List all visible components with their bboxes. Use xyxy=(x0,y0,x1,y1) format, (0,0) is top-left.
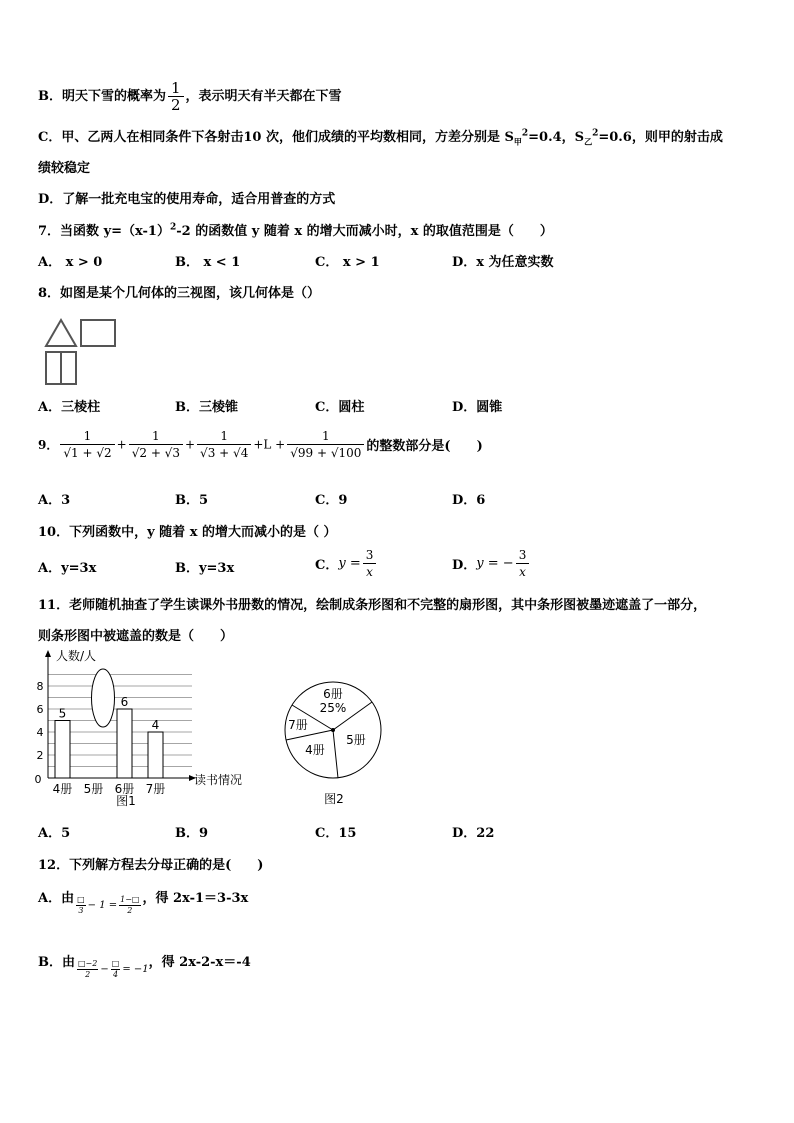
front-view-triangle xyxy=(46,320,76,346)
y-tick-label: 6 xyxy=(36,703,44,716)
y-tick-labels xyxy=(37,680,44,762)
bar-4册 xyxy=(55,721,70,779)
q7-option-b: B． x < 1 xyxy=(175,255,241,270)
q12-option-b xyxy=(38,951,251,980)
q9-stem-tail: 的整数部分是( ) xyxy=(366,439,483,454)
q10-option-c-label: C． xyxy=(315,558,339,573)
x-tick-label: 5册 xyxy=(83,782,104,796)
fraction-denominator: √1 + √2 xyxy=(63,446,112,460)
y-tick-label: 8 xyxy=(36,680,44,693)
q6-option-c-line2: 绩较稳定 xyxy=(38,161,91,176)
q8-option-a: A．三棱柱 xyxy=(38,400,101,415)
q7-option-d: D．x 为任意实数 xyxy=(452,255,554,270)
q12-a-fraction-1 xyxy=(76,895,86,916)
q7-option-a: A． x > 0 xyxy=(38,255,103,270)
fraction-numerator: 1 xyxy=(197,428,251,445)
y-axis-label: 人数/人 xyxy=(56,649,97,663)
q8-option-d: D．圆锥 xyxy=(452,400,503,415)
bar-data-label: 5 xyxy=(58,706,67,721)
q8-option-c: C．圆柱 xyxy=(315,400,365,415)
q11-stem-line2: 则条形图中被遮盖的数是（ ） xyxy=(38,629,234,644)
fraction-numerator: 1 xyxy=(129,428,183,445)
q12-b-fraction-2 xyxy=(111,959,121,980)
q12-b-minus: − xyxy=(100,964,109,975)
pie-label-6册: 6册 xyxy=(323,687,343,701)
bar-7册 xyxy=(148,732,163,778)
q7-stem-text-tail: -2 的函数值 y 随着 x 的增大而减小时，x 的取值范围是（ ） xyxy=(176,224,553,239)
bar-chart-figure-1 xyxy=(30,646,260,812)
q6-option-c-text: C．甲、乙两人在相同条件下各射击10 次，他们成绩的平均数相同，方差分别是 S xyxy=(38,130,514,145)
fraction-denominator: √2 + √3 xyxy=(131,446,180,460)
fraction-numerator: □ xyxy=(111,959,120,968)
superscript: 2 xyxy=(169,222,177,233)
radicand: 3 xyxy=(207,446,216,460)
q6-option-b-text: B．明天下雪的概率为 xyxy=(38,89,166,104)
superscript: 2 xyxy=(592,128,599,139)
fraction-numerator: 1 xyxy=(287,428,364,445)
pie-chart-figure-2 xyxy=(270,668,400,812)
q10-option-b: B．y=3x xyxy=(175,561,235,576)
radicand: 99 xyxy=(297,446,314,460)
figure-2-caption: 图2 xyxy=(324,792,344,806)
pie-percent-label: 25% xyxy=(319,701,347,715)
q12-option-a-result: ，得 2x-1＝3-3x xyxy=(142,891,249,906)
q12-b-fraction-1 xyxy=(77,959,98,980)
q10-option-c-lhs: y = xyxy=(338,556,361,571)
radicand: 100 xyxy=(338,446,362,460)
x-tick-label: 4册 xyxy=(52,782,73,796)
ellipsis-plus: +L + xyxy=(253,437,286,452)
q12-option-b-result: ，得 2x-2-x＝-4 xyxy=(148,955,251,970)
q9-term-2 xyxy=(129,428,183,461)
q10-stem: 10．下列函数中，y 随着 x 的增大而减小的是（ ） xyxy=(38,525,337,540)
bar-6册 xyxy=(117,709,132,778)
fraction-numerator: □−2 xyxy=(78,959,98,968)
fraction-denominator: √3 + √4 xyxy=(200,446,249,460)
y-tick-label: 4 xyxy=(36,726,44,739)
q6-option-c-text-mid: =0.4，S xyxy=(528,130,585,145)
q6-option-b-text-tail: ，表示明天有半天都在下雪 xyxy=(185,89,342,104)
fraction-denominator: x xyxy=(519,565,526,579)
fraction-numerator: 3 xyxy=(516,547,530,564)
fraction-denominator: 2 xyxy=(127,906,133,915)
q9-term-1 xyxy=(60,428,114,461)
origin-tick-label: 0 xyxy=(34,773,42,786)
fraction-denominator: 3 xyxy=(78,906,84,915)
q6-option-d: D．了解一批充电宝的使用寿命，适合用普查的方式 xyxy=(38,192,336,207)
three-view-figure xyxy=(44,316,118,386)
q9-option-c: C．9 xyxy=(315,493,348,508)
fraction-denominator: x xyxy=(366,565,373,579)
q9-term-last xyxy=(287,428,364,461)
q8-option-b: B．三棱锥 xyxy=(175,400,238,415)
q7-stem xyxy=(38,220,553,239)
q10-option-c-fraction xyxy=(363,547,377,580)
q12-option-a xyxy=(38,887,248,916)
q11-stem-line1: 11．老师随机抽查了学生读课外书册数的情况，绘制成条形图和不完整的扇形图，其中条形图被墨迹遮盖了一部分， xyxy=(38,598,707,613)
radicand: 3 xyxy=(172,446,180,460)
q11-option-a: A．5 xyxy=(38,826,71,841)
fraction-denominator: 2 xyxy=(171,96,181,114)
q12-option-b-label: B．由 xyxy=(38,955,75,970)
fraction-numerator: 1−□ xyxy=(120,895,140,904)
x-tick-label: 7册 xyxy=(145,782,166,796)
q12-a-fraction-2 xyxy=(119,895,140,916)
q10-option-d-lhs: y = − xyxy=(476,556,514,571)
q12-option-a-label: A．由 xyxy=(38,891,75,906)
q6-fraction-half xyxy=(168,80,184,113)
x-tick-label: 6册 xyxy=(114,782,135,796)
q7-option-c: C． x > 1 xyxy=(315,255,380,270)
y-tick-label: 2 xyxy=(36,749,44,762)
q6-option-c-line1 xyxy=(38,126,723,148)
q10-option-d-fraction xyxy=(516,547,530,580)
q12-option-b-equation xyxy=(75,959,149,980)
pie-label-5册: 5册 xyxy=(346,733,366,747)
q8-stem: 8．如图是某个几何体的三视图，该几何体是（） xyxy=(38,286,321,301)
radicand: 1 xyxy=(71,446,79,460)
q9-option-a: A．3 xyxy=(38,493,71,508)
figure-1-caption: 图1 xyxy=(116,794,136,808)
radicand: 4 xyxy=(240,446,249,460)
fraction-numerator: 1 xyxy=(60,428,114,445)
fraction-numerator: 1 xyxy=(168,80,184,97)
radicand: 2 xyxy=(104,446,112,460)
q12-stem: 12．下列解方程去分母正确的是( ) xyxy=(38,858,264,873)
fraction-denominator: 2 xyxy=(85,970,91,979)
subscript: 甲 xyxy=(513,136,522,147)
fraction-denominator: √99 + √100 xyxy=(290,446,362,460)
plus-sign: + xyxy=(184,437,196,452)
subscript: 乙 xyxy=(584,136,593,147)
q11-option-c: C．15 xyxy=(315,826,357,841)
bar-data-label: 6 xyxy=(120,695,129,709)
q12-a-middle: − 1 = xyxy=(87,900,118,911)
q11-option-b: B．9 xyxy=(175,826,209,841)
q9-term-3 xyxy=(197,428,251,461)
q9-option-b: B．5 xyxy=(175,493,209,508)
fraction-numerator: □ xyxy=(77,895,85,904)
q10-option-a: A．y=3x xyxy=(38,561,97,576)
bar-data-label: 4 xyxy=(151,718,160,732)
q12-option-a-equation xyxy=(74,895,142,916)
side-view-rectangle xyxy=(81,320,115,346)
y-axis-arrow xyxy=(45,650,51,657)
fraction-denominator: 4 xyxy=(112,970,119,979)
x-axis-label: 读书情况 xyxy=(194,773,243,787)
q9-label: 9． xyxy=(38,438,59,452)
x-tick-labels xyxy=(53,782,166,796)
q7-stem-text: 7．当函数 y=（x-1） xyxy=(38,224,170,239)
q6-option-b xyxy=(38,80,342,113)
superscript: 2 xyxy=(521,128,529,139)
q9-stem xyxy=(38,428,483,461)
pie-label-7册: 7册 xyxy=(288,718,308,732)
pie-center-dot xyxy=(331,728,335,732)
q12-b-rhs: = −1 xyxy=(122,964,149,975)
q10-option-c xyxy=(315,547,378,580)
ink-blot-ellipse xyxy=(92,669,115,727)
q11-option-d: D．22 xyxy=(452,826,495,841)
q9-option-d: D．6 xyxy=(452,493,486,508)
fraction-numerator: 3 xyxy=(363,547,377,564)
q10-option-d xyxy=(452,547,531,580)
pie-label-4册: 4册 xyxy=(305,743,325,757)
q10-option-d-label: D． xyxy=(452,558,477,573)
q6-option-c-text-tail: =0.6，则甲的射击成 xyxy=(598,130,723,145)
plus-sign: + xyxy=(116,437,127,452)
radicand: 2 xyxy=(139,446,147,460)
